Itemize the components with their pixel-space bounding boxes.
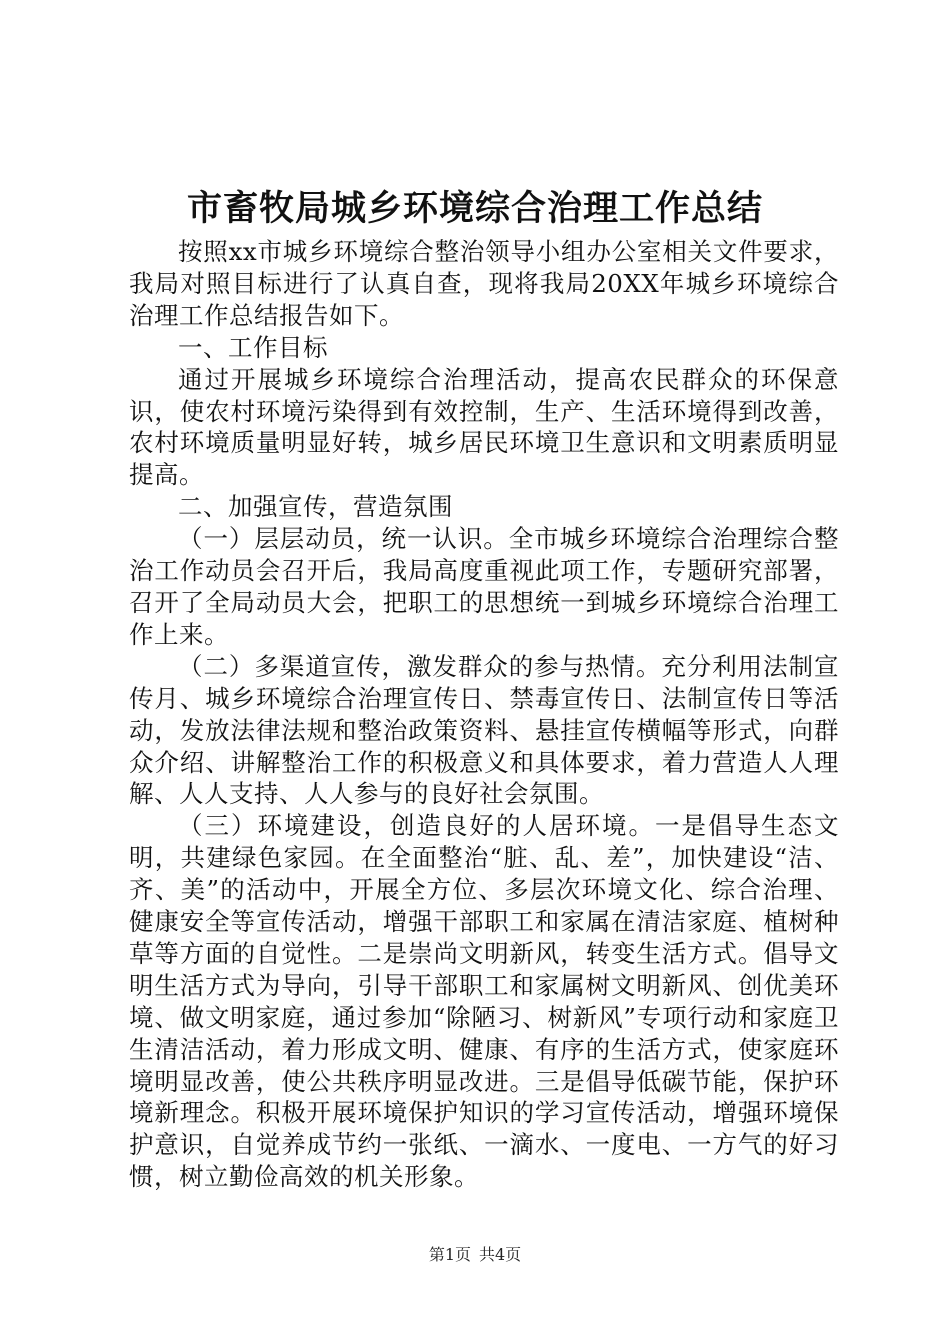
document-body bbox=[129, 236, 839, 1193]
page-footer bbox=[0, 1244, 950, 1266]
paragraph-environment: （三）环境建设，创造良好的人居环境。一是倡导生态文明，共建绿色家园。在全面整治“脏、乱、差”，加快建设“洁、齐、美”的活动中，开展全方位、多层次环境文化、综合治理、健康安全等宣传活动，增强干部职工和家属在清洁家庭、植树种草等方面的自觉性。二是崇尚文明新风，转变生活方式。倡导文明生活方式为导向，引导干部职工和家属树文明新风、创优美环境、做文明家庭，通过参加“除陋习、树新风”专项行动和家庭卫生清洁活动，着力形成文明、健康、有序的生活方式，使家庭环境明显改善，使公共秩序明显改进。三是倡导低碳节能，保护环境新理念。积极开展环境保护知识的学习宣传活动，增强环境保护意识，自觉养成节约一张纸、一滴水、一度电、一方气的好习惯，树立勤俭高效的机关形象。 bbox=[129, 811, 839, 1192]
section-heading-publicity: 二、加强宣传，营造氛围 bbox=[178, 492, 453, 522]
section-heading-goals: 一、工作目标 bbox=[178, 332, 328, 362]
paragraph-channels: （二）多渠道宣传，激发群众的参与热情。充分利用法制宣传月、城乡环境综合治理宣传日、禁毒宣传日、法制宣传日等活动，发放法律法规和整治政策资料、悬挂宣传横幅等形式，向群众介绍、讲解整治工作的积极意义和具体要求，着力营造人人理解、人人支持、人人参与的良好社会氛围。 bbox=[129, 651, 839, 809]
document-title: 市畜牧局城乡环境综合治理工作总结 bbox=[186, 188, 763, 229]
page-number: 第1页 bbox=[428, 1245, 471, 1264]
paragraph-intro: 按照xx市城乡环境综合整治领导小组办公室相关文件要求，我局对照目标进行了认真自查，现将我局20XX年城乡环境综合治理工作总结报告如下。 bbox=[129, 237, 839, 330]
page-total: 共4页 bbox=[479, 1245, 522, 1264]
paragraph-goals: 通过开展城乡环境综合治理活动，提高农民群众的环保意识，使农村环境污染得到有效控制，生产、生活环境得到改善，农村环境质量明显好转，城乡居民环境卫生意识和文明素质明显提高。 bbox=[129, 364, 839, 490]
paragraph-mobilization: （一）层层动员，统一认识。全市城乡环境综合治理综合整治工作动员会召开后，我局高度重视此项工作，专题研究部署，召开了全局动员大会，把职工的思想统一到城乡环境综合治理工作上来。 bbox=[129, 524, 839, 649]
